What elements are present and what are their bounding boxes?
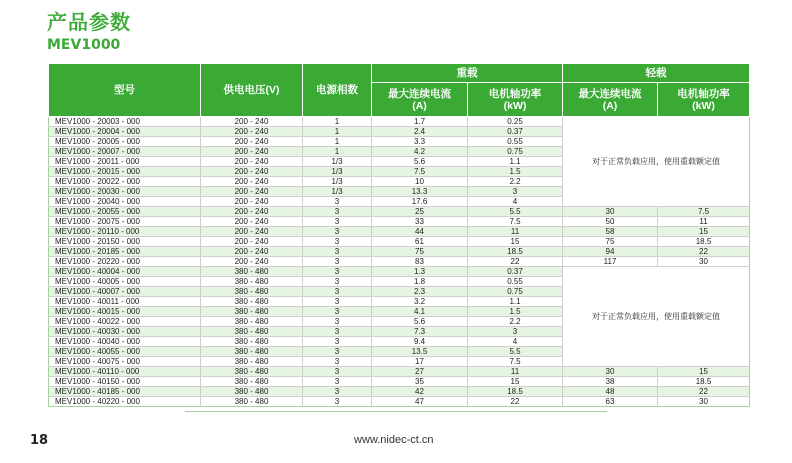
table-row [49,227,750,237]
page-title: 产品参数 [47,10,131,34]
cell-hd-power: 0.75 [468,287,563,297]
cell-hd-power: 18.5 [468,387,563,397]
cell-model: MEV1000 - 40015 - 000 [49,307,201,317]
header-model: 型号 [49,64,201,117]
cell-hd-power: 7.5 [468,357,563,367]
cell-hd-current: 1.7 [372,117,468,127]
cell-phase: 3 [303,337,372,347]
cell-ld-current: 63 [563,397,658,407]
cell-hd-current: 27 [372,367,468,377]
cell-voltage: 380 - 480 [201,277,303,287]
cell-voltage: 200 - 240 [201,207,303,217]
cell-hd-power: 22 [468,397,563,407]
cell-phase: 1 [303,147,372,157]
cell-hd-current: 17.6 [372,197,468,207]
cell-hd-power: 15 [468,237,563,247]
cell-voltage: 380 - 480 [201,327,303,337]
cell-hd-current: 4.2 [372,147,468,157]
cell-hd-power: 4 [468,337,563,347]
table-row [49,267,750,277]
cell-ld-power: 22 [658,387,750,397]
cell-phase: 1/3 [303,157,372,167]
cell-model: MEV1000 - 40011 - 000 [49,297,201,307]
cell-hd-current: 1.3 [372,267,468,277]
cell-hd-power: 4 [468,197,563,207]
cell-model: MEV1000 - 20004 - 000 [49,127,201,137]
cell-model: MEV1000 - 20005 - 000 [49,137,201,147]
header-light-duty: 轻载 [563,64,750,83]
table-row [49,387,750,397]
cell-model: MEV1000 - 20011 - 000 [49,157,201,167]
cell-ld-power: 22 [658,247,750,257]
cell-hd-current: 17 [372,357,468,367]
cell-model: MEV1000 - 20110 - 000 [49,227,201,237]
cell-phase: 3 [303,327,372,337]
cell-hd-current: 5.6 [372,157,468,167]
cell-model: MEV1000 - 20022 - 000 [49,177,201,187]
cell-ld-current: 30 [563,367,658,377]
cell-hd-power: 3 [468,187,563,197]
cell-model: MEV1000 - 20150 - 000 [49,237,201,247]
cell-voltage: 380 - 480 [201,307,303,317]
cell-hd-power: 22 [468,257,563,267]
table-row [49,117,750,127]
spec-table [48,63,750,407]
cell-phase: 3 [303,307,372,317]
cell-hd-current: 9.4 [372,337,468,347]
cell-model: MEV1000 - 20075 - 000 [49,217,201,227]
cell-model: MEV1000 - 40040 - 000 [49,337,201,347]
cell-hd-power: 2.2 [468,317,563,327]
cell-model: MEV1000 - 40007 - 000 [49,287,201,297]
cell-hd-current: 25 [372,207,468,217]
cell-phase: 3 [303,237,372,247]
cell-voltage: 380 - 480 [201,337,303,347]
table-row [49,237,750,247]
cell-hd-current: 44 [372,227,468,237]
cell-voltage: 380 - 480 [201,357,303,367]
website-url: www.nidec-ct.cn [354,434,434,446]
cell-phase: 3 [303,367,372,377]
cell-hd-power: 0.55 [468,137,563,147]
table-row [49,257,750,267]
table-row [49,247,750,257]
cell-hd-power: 15 [468,377,563,387]
cell-phase: 3 [303,197,372,207]
cell-hd-current: 13.3 [372,187,468,197]
cell-phase: 3 [303,377,372,387]
cell-model: MEV1000 - 40022 - 000 [49,317,201,327]
cell-hd-power: 5.5 [468,347,563,357]
table-row [49,367,750,377]
cell-hd-power: 0.25 [468,117,563,127]
cell-phase: 3 [303,227,372,237]
cell-voltage: 200 - 240 [201,137,303,147]
cell-hd-current: 83 [372,257,468,267]
cell-hd-power: 7.5 [468,217,563,227]
cell-voltage: 200 - 240 [201,197,303,207]
cell-voltage: 200 - 240 [201,257,303,267]
cell-phase: 1 [303,117,372,127]
cell-hd-power: 1.1 [468,157,563,167]
cell-hd-current: 75 [372,247,468,257]
cell-phase: 1/3 [303,187,372,197]
cell-hd-current: 33 [372,217,468,227]
cell-voltage: 380 - 480 [201,397,303,407]
cell-model: MEV1000 - 40185 - 000 [49,387,201,397]
cell-model: MEV1000 - 20003 - 000 [49,117,201,127]
cell-phase: 3 [303,297,372,307]
cell-phase: 3 [303,207,372,217]
cell-voltage: 200 - 240 [201,117,303,127]
cell-model: MEV1000 - 20030 - 000 [49,187,201,197]
cell-ld-power: 15 [658,227,750,237]
cell-phase: 1/3 [303,177,372,187]
cell-phase: 3 [303,387,372,397]
cell-voltage: 200 - 240 [201,177,303,187]
cell-ld-power: 18.5 [658,237,750,247]
cell-model: MEV1000 - 40110 - 000 [49,367,201,377]
cell-model: MEV1000 - 40004 - 000 [49,267,201,277]
cell-voltage: 380 - 480 [201,377,303,387]
cell-phase: 3 [303,267,372,277]
cell-hd-power: 1.5 [468,307,563,317]
cell-ld-power: 7.5 [658,207,750,217]
cell-phase: 3 [303,357,372,367]
header-heavy-duty: 重载 [372,64,563,83]
cell-hd-current: 42 [372,387,468,397]
cell-hd-current: 10 [372,177,468,187]
cell-hd-current: 3.3 [372,137,468,147]
cell-hd-current: 35 [372,377,468,387]
cell-voltage: 200 - 240 [201,167,303,177]
cell-ld-current: 30 [563,207,658,217]
cell-hd-current: 1.8 [372,277,468,287]
cell-hd-power: 11 [468,367,563,377]
cell-voltage: 200 - 240 [201,217,303,227]
cell-voltage: 380 - 480 [201,367,303,377]
cell-ld-current: 117 [563,257,658,267]
cell-voltage: 200 - 240 [201,227,303,237]
cell-voltage: 380 - 480 [201,287,303,297]
cell-phase: 3 [303,397,372,407]
cell-ld-current: 48 [563,387,658,397]
cell-phase: 3 [303,347,372,357]
bottom-rule [185,411,607,412]
model-series-title: MEV1000 [47,37,121,53]
cell-hd-current: 3.2 [372,297,468,307]
header-hd-current: 最大连续电流 (A) [372,83,468,117]
table-row [49,377,750,387]
cell-hd-current: 2.4 [372,127,468,137]
header-ld-current: 最大连续电流 (A) [563,83,658,117]
cell-voltage: 380 - 480 [201,387,303,397]
page-number: 18 [30,433,49,448]
cell-voltage: 380 - 480 [201,267,303,277]
cell-phase: 3 [303,217,372,227]
cell-hd-power: 1.1 [468,297,563,307]
header-ld-power: 电机轴功率 (kW) [658,83,750,117]
cell-ld-current: 58 [563,227,658,237]
cell-hd-current: 61 [372,237,468,247]
cell-phase: 1 [303,137,372,147]
cell-ld-power: 30 [658,257,750,267]
cell-hd-power: 18.5 [468,247,563,257]
cell-model: MEV1000 - 20220 - 000 [49,257,201,267]
light-duty-note: 对于正常负载应用，使用重载额定值 [563,117,750,207]
cell-hd-power: 11 [468,227,563,237]
cell-hd-power: 0.55 [468,277,563,287]
cell-hd-power: 0.37 [468,127,563,137]
header-supply-voltage: 供电电压(V) [201,64,303,117]
cell-voltage: 200 - 240 [201,237,303,247]
cell-ld-power: 11 [658,217,750,227]
cell-ld-current: 94 [563,247,658,257]
cell-phase: 1/3 [303,167,372,177]
cell-hd-current: 2.3 [372,287,468,297]
cell-phase: 3 [303,317,372,327]
cell-model: MEV1000 - 20015 - 000 [49,167,201,177]
cell-voltage: 200 - 240 [201,247,303,257]
cell-hd-power: 0.75 [468,147,563,157]
cell-hd-current: 47 [372,397,468,407]
cell-model: MEV1000 - 40005 - 000 [49,277,201,287]
cell-voltage: 380 - 480 [201,297,303,307]
cell-model: MEV1000 - 20007 - 000 [49,147,201,157]
cell-hd-power: 3 [468,327,563,337]
cell-hd-current: 4.1 [372,307,468,317]
cell-hd-current: 7.3 [372,327,468,337]
cell-voltage: 380 - 480 [201,317,303,327]
cell-voltage: 200 - 240 [201,127,303,137]
cell-hd-current: 5.6 [372,317,468,327]
cell-model: MEV1000 - 20055 - 000 [49,207,201,217]
cell-ld-power: 18.5 [658,377,750,387]
cell-hd-power: 5.5 [468,207,563,217]
cell-model: MEV1000 - 40055 - 000 [49,347,201,357]
table-row [49,207,750,217]
cell-voltage: 380 - 480 [201,347,303,357]
cell-hd-power: 2.2 [468,177,563,187]
cell-phase: 3 [303,277,372,287]
cell-ld-power: 30 [658,397,750,407]
light-duty-note: 对于正常负载应用，使用重载额定值 [563,267,750,367]
cell-hd-current: 13.5 [372,347,468,357]
table-row [49,397,750,407]
cell-ld-current: 50 [563,217,658,227]
cell-model: MEV1000 - 20185 - 000 [49,247,201,257]
header-phase: 电源相数 [303,64,372,117]
cell-model: MEV1000 - 40030 - 000 [49,327,201,337]
cell-phase: 3 [303,257,372,267]
cell-model: MEV1000 - 40075 - 000 [49,357,201,367]
cell-ld-current: 38 [563,377,658,387]
cell-model: MEV1000 - 20040 - 000 [49,197,201,207]
spec-table-body [49,117,750,407]
table-row [49,217,750,227]
cell-phase: 3 [303,287,372,297]
cell-model: MEV1000 - 40150 - 000 [49,377,201,387]
header-hd-power: 电机轴功率 (kW) [468,83,563,117]
cell-ld-current: 75 [563,237,658,247]
cell-voltage: 200 - 240 [201,157,303,167]
cell-model: MEV1000 - 40220 - 000 [49,397,201,407]
cell-voltage: 200 - 240 [201,187,303,197]
cell-hd-power: 0.37 [468,267,563,277]
cell-voltage: 200 - 240 [201,147,303,157]
cell-phase: 3 [303,247,372,257]
cell-hd-current: 7.5 [372,167,468,177]
cell-hd-power: 1.5 [468,167,563,177]
cell-phase: 1 [303,127,372,137]
cell-ld-power: 15 [658,367,750,377]
